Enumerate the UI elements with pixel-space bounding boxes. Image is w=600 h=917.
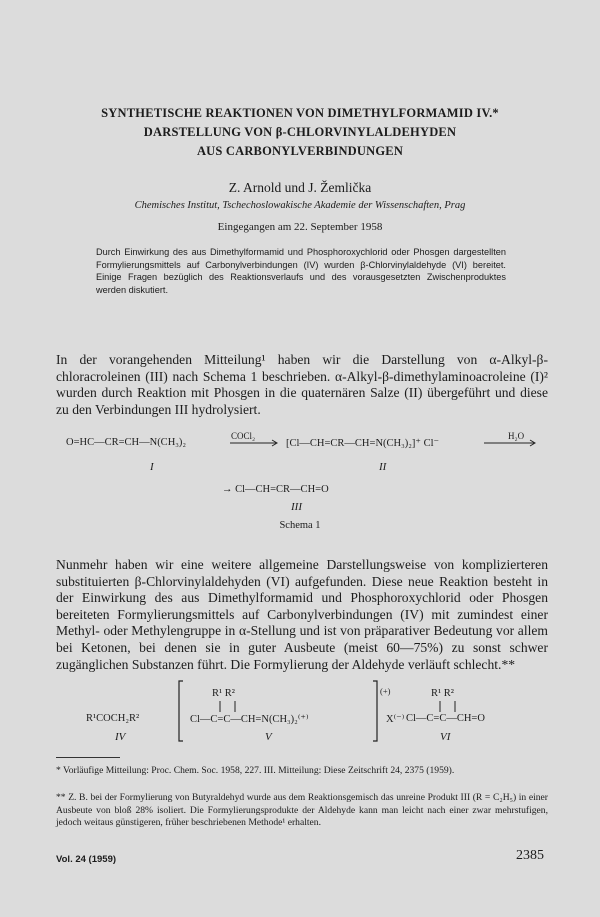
scheme1-reactant: O=HC—CR=CH—N(CH₃)₂ — [66, 437, 187, 448]
received-date: Eingegangen am 22. September 1958 — [217, 221, 383, 233]
title-line-2: DARSTELLUNG VON β-CHLORVINYLALDEHYDEN — [143, 125, 457, 139]
title-line-3: AUS CARBONYLVERBINDUNGEN — [196, 144, 404, 158]
abstract: Durch Einwirkung des aus Dimethylformamid und Phosphoroxychlorid oder Phosgen dargestellten Formylierungsmittels auf Carbonylverbindungen (IV) wurden β-Chlorvinylaldehyde (VI) bereitet. Einige Fragen bezüglich des Reaktionsverlaufs und des vorausgesetzten Zwischenproduktes werden diskutiert. — [96, 247, 506, 295]
footnote-2: ** Z. B. bei der Formylierung von Butyraldehyd wurde aus dem Reaktionsgemisch das unreine Produkt III (R = C₂H₅) in einer Ausbeute von bloß 28% isoliert. Die Formylierungsprodukte der Aldehyde kann man leicht nach einer zwar mehrstufigen, jedoch weitaus günstigeren, früher beschriebenen Methode¹ erhalten. — [56, 792, 548, 828]
scheme1-reagent-water: H₂O — [508, 431, 525, 441]
footnote-1: * Vorläufige Mitteilung: Proc. Chem. Soc. 1958, 227. III. Mitteilung: Diese Zeitschrift 24, 2375 (1959). — [56, 765, 455, 776]
scheme2-anion: X⁽⁻⁾ — [386, 714, 405, 725]
body-paragraph-1: In der vorangehenden Mitteilung¹ haben wir die Darstellung von α-Alkyl-β-chloracroleinen (III) nach Schema 1 beschrieben. α-Alkyl-β-dimethylaminoacroleine (I)² wurden durch Reaktion mit Phosgen in die quaternären Salze (II) übergeführt und diese zu den Verbindungen III hydrolysiert. — [56, 352, 548, 417]
page-number: 2385 — [516, 848, 544, 863]
scheme2-r-labels: R¹ R² — [212, 688, 235, 699]
scheme2-product: Cl—C=C—CH=O — [406, 713, 485, 724]
authors: Z. Arnold und J. Žemlička — [228, 180, 372, 195]
scheme2-r-labels-2: R¹ R² — [431, 688, 454, 699]
scheme1-intermediate: [Cl—CH=CR—CH=N(CH₃)₂]⁺ Cl⁻ — [286, 438, 440, 449]
scheme2-reactant: R¹COCH₂R² — [86, 713, 140, 724]
scheme2-bracket-right — [373, 681, 377, 741]
scheme2-charge: (+) — [380, 686, 391, 696]
institute: Chemisches Institut, Tschechoslowakische Akademie der Wissenschaften, Prag — [134, 200, 466, 211]
title-line-1: SYNTHETISCHE REAKTIONEN VON DIMETHYLFORMAMID IV.* — [101, 106, 499, 120]
label-V: V — [265, 731, 272, 743]
label-I: I — [150, 461, 154, 473]
scheme1-caption: Schema 1 — [279, 520, 321, 531]
body-paragraph-2: Nunmehr haben wir eine weitere allgemeine Darstellungsweise von komplizierteren substituierten β-Chlorvinylaldehyden (VI) aufgefunden. Diese neue Reaktion besteht in der Einwirkung des aus Dimethylformamid und Phosphoroxychlorid oder Phosgen bereiteten Formylierungsmittels auf Carbonylverbindungen (IV) mit zumindest einer Methyl- oder Methylengruppe in α-Stellung und ist von präparativer Bedeutung vor allem bei Ketonen, bei denen sie in guter Ausbeute (meist 60—75%) zu sonst schwer zugänglichen Substanzen führt. Die Formylierung der Aldehyde verläuft schlecht.** — [56, 557, 548, 672]
volume-label: Vol. 24 (1959) — [56, 854, 117, 865]
footnote-rule — [56, 757, 120, 758]
scheme1-product: → Cl—CH=CR—CH=O — [222, 484, 329, 495]
scheme2-bracket-left — [179, 681, 183, 741]
label-III: III — [291, 501, 302, 513]
scheme1-reagent-cocl2: COCl₂ — [231, 431, 256, 441]
label-VI: VI — [440, 731, 451, 743]
label-II: II — [379, 461, 387, 473]
scheme2-cation: Cl—C=C—CH=N(CH₃)₂⁽⁺⁾ — [190, 714, 309, 725]
label-IV: IV — [115, 731, 126, 743]
